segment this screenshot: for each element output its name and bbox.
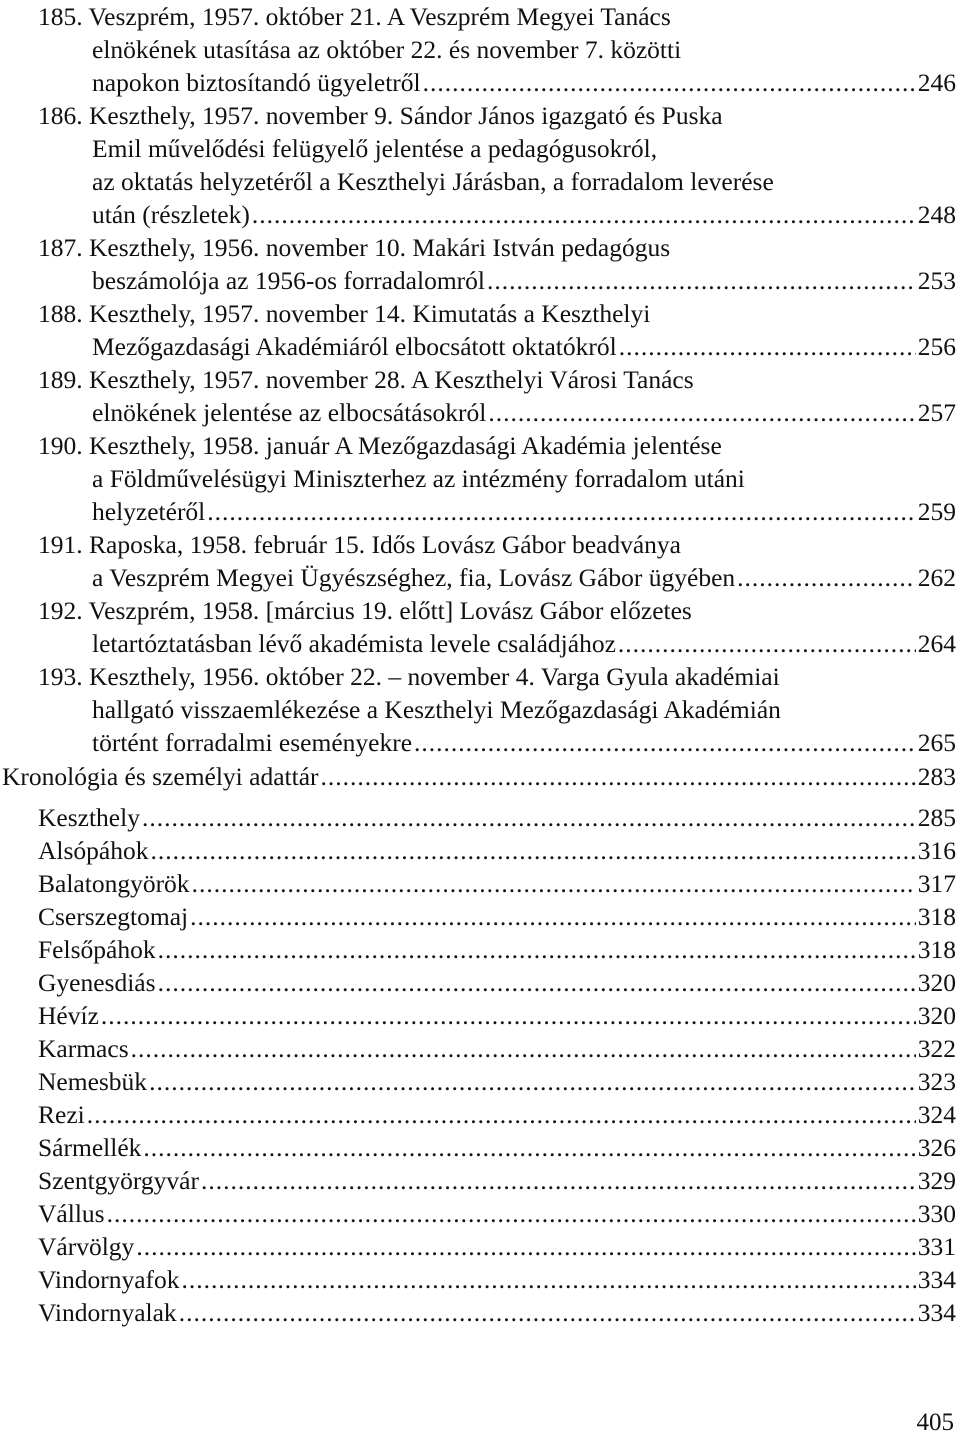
leader-dots (151, 834, 916, 867)
entry-text: 193. Keszthely, 1956. október 22. – november 4. Varga Gyula akadémiai (38, 662, 780, 691)
place-entry (0, 1032, 956, 1065)
place-entry (0, 999, 956, 1032)
place-page: 323 (917, 1067, 956, 1096)
entry-page: 253 (917, 266, 956, 295)
place-name: Felsőpáhok (38, 935, 156, 964)
place-entry (0, 867, 956, 900)
entry-text: elnökének utasítása az október 22. és november 7. közötti (92, 35, 682, 64)
place-name: Keszthely (38, 803, 140, 832)
section-title: Kronológia és személyi adattár (2, 762, 319, 791)
entry-text: Mezőgazdasági Akadémiáról elbocsátott oktatókról (92, 332, 617, 361)
entry-text: helyzetéről (92, 497, 206, 526)
entry-text: 185. Veszprém, 1957. október 21. A Veszprém Megyei Tanács (38, 2, 671, 31)
entry-text: beszámolója az 1956-os forradalomról (92, 266, 485, 295)
leader-dots (618, 627, 916, 660)
leader-dots (142, 801, 916, 834)
place-entry (0, 1197, 956, 1230)
leader-dots (101, 999, 916, 1032)
place-page: 316 (917, 836, 956, 865)
leader-dots (107, 1197, 916, 1230)
leader-dots (737, 561, 916, 594)
leader-dots (207, 495, 915, 528)
place-page: 330 (917, 1199, 956, 1228)
entry-page: 264 (917, 629, 956, 658)
place-entry (0, 1065, 956, 1098)
entry-page: 248 (917, 200, 956, 229)
place-entry (0, 1296, 956, 1329)
place-name: Hévíz (38, 1001, 99, 1030)
place-page: 317 (917, 869, 956, 898)
leader-dots (143, 1131, 915, 1164)
place-name: Vindornyafok (38, 1265, 180, 1294)
entry-text: 192. Veszprém, 1958. [március 19. előtt] Lovász Gábor előzetes (38, 596, 692, 625)
place-page: 320 (917, 968, 956, 997)
leader-dots (414, 726, 916, 759)
place-page: 334 (917, 1298, 956, 1327)
place-entry (0, 900, 956, 933)
place-page: 324 (917, 1100, 956, 1129)
entry-page: 246 (917, 68, 956, 97)
place-name: Nemesbük (38, 1067, 148, 1096)
entry-page: 262 (917, 563, 956, 592)
place-entry (0, 1098, 956, 1131)
place-name: Várvölgy (38, 1232, 135, 1261)
place-entry (0, 933, 956, 966)
entry-text: után (részletek) (92, 200, 250, 229)
entry-page: 256 (917, 332, 956, 361)
leader-dots (201, 1164, 916, 1197)
place-page: 334 (917, 1265, 956, 1294)
leader-dots (131, 1032, 916, 1065)
place-name: Rezi (38, 1100, 85, 1129)
place-entry (0, 1263, 956, 1296)
leader-dots (192, 867, 916, 900)
leader-dots (619, 330, 916, 363)
place-entry (0, 801, 956, 834)
place-entry (0, 1131, 956, 1164)
place-page: 285 (917, 803, 956, 832)
place-name: Vindornyalak (38, 1298, 177, 1327)
place-name: Sármellék (38, 1133, 142, 1162)
place-entry (0, 834, 956, 867)
leader-dots (158, 966, 916, 999)
place-name: Gyenesdiás (38, 968, 156, 997)
place-name: Balatongyörök (38, 869, 190, 898)
leader-dots (182, 1263, 916, 1296)
place-entry (0, 1164, 956, 1197)
entry-page: 257 (917, 398, 956, 427)
place-page: 329 (917, 1166, 956, 1195)
place-entry (0, 1230, 956, 1263)
entry-text: letartóztatásban lévő akadémista levele családjához (92, 629, 616, 658)
place-name: Karmacs (38, 1034, 129, 1063)
entry-text: 189. Keszthely, 1957. november 28. A Keszthelyi Városi Tanács (38, 365, 694, 394)
entry-page: 265 (917, 728, 956, 757)
leader-dots (321, 760, 916, 793)
entry-text: történt forradalmi eseményekre (92, 728, 413, 757)
place-name: Alsópáhok (38, 836, 149, 865)
entry-text: 190. Keszthely, 1958. január A Mezőgazdasági Akadémia jelentése (38, 431, 722, 460)
leader-dots (488, 396, 915, 429)
leader-dots (136, 1230, 915, 1263)
leader-dots (423, 66, 916, 99)
entry-text: elnökének jelentése az elbocsátásokról (92, 398, 487, 427)
entry-text: 188. Keszthely, 1957. november 14. Kimutatás a Keszthelyi (38, 299, 651, 328)
leader-dots (179, 1296, 916, 1329)
place-name: Cserszegtomaj (38, 902, 189, 931)
place-page: 326 (917, 1133, 956, 1162)
entry-page: 259 (917, 497, 956, 526)
leader-dots (190, 900, 916, 933)
place-page: 322 (917, 1034, 956, 1063)
entry-text: napokon biztosítandó ügyeletről (92, 68, 421, 97)
entry-text: Emil művelődési felügyelő jelentése a pedagógusokról, (92, 134, 658, 163)
place-name: Szentgyörgyvár (38, 1166, 199, 1195)
leader-dots (487, 264, 916, 297)
entry-text: 186. Keszthely, 1957. november 9. Sándor János igazgató és Puska (38, 101, 723, 130)
section-page: 283 (917, 762, 956, 791)
entry-text: a Veszprém Megyei Ügyészséghez, fia, Lovász Gábor ügyében (92, 563, 736, 592)
entry-text: hallgató visszaemlékezése a Keszthelyi Mezőgazdasági Akadémián (92, 695, 781, 724)
leader-dots (87, 1098, 916, 1131)
place-page: 331 (917, 1232, 956, 1261)
entry-text: 187. Keszthely, 1956. november 10. Makári István pedagógus (38, 233, 671, 262)
leader-dots (252, 198, 916, 231)
page-number: 405 (916, 1409, 954, 1436)
entry-text: a Földművelésügyi Miniszterhez az intézmény forradalom utáni (92, 464, 745, 493)
entry-text: az oktatás helyzetéről a Keszthelyi Járásban, a forradalom leverése (92, 167, 774, 196)
leader-dots (158, 933, 916, 966)
leader-dots (149, 1065, 916, 1098)
place-name: Vállus (38, 1199, 105, 1228)
place-page: 318 (917, 902, 956, 931)
place-page: 318 (917, 935, 956, 964)
entry-text: 191. Raposka, 1958. február 15. Idős Lovász Gábor beadványa (38, 530, 681, 559)
place-entry (0, 966, 956, 999)
place-page: 320 (917, 1001, 956, 1030)
